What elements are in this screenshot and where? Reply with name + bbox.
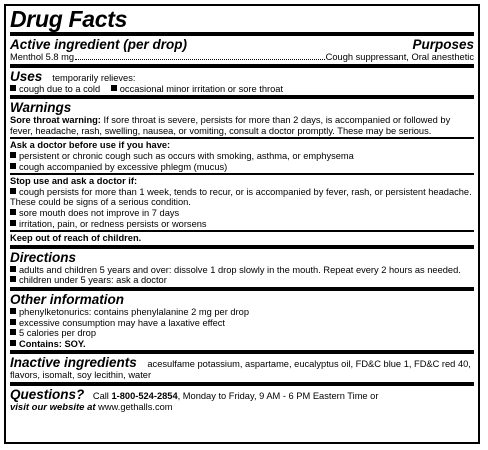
bullet-square-icon [10, 152, 16, 158]
other-information-heading: Other information [10, 291, 124, 307]
ask-doctor-heading: Ask a doctor before use if you have: [10, 140, 171, 151]
list-item: sore mouth does not improve in 7 days [10, 208, 474, 219]
phone-number: 1-800-524-2854 [111, 390, 178, 401]
list-item: 5 calories per drop [10, 328, 474, 339]
bullet-square-icon [10, 163, 16, 169]
list-item: cough persists for more than 1 week, tends to recur, or is accompanied by fever, rash, or persistent headache. These could be signs of a serious condition. [10, 186, 472, 208]
directions-section [10, 249, 474, 287]
uses-item: cough due to a cold [10, 84, 100, 94]
bullet-square-icon [10, 329, 16, 335]
questions-hours: , Monday to Friday, 9 AM - 6 PM Eastern Time or [177, 390, 379, 401]
inactive-ingredients-heading: Inactive ingredients [10, 355, 137, 371]
active-ingredient-section [10, 36, 474, 64]
list-item: children under 5 years: ask a doctor [10, 275, 474, 286]
questions-section [10, 386, 474, 415]
keep-out-text: Keep out of reach of children. [10, 233, 142, 244]
uses-intro: temporarily relieves: [52, 72, 136, 83]
bullet-square-icon [10, 209, 16, 215]
drug-facts-title: Drug Facts [10, 6, 128, 32]
uses-item: occasional minor irritation or sore throat [111, 84, 283, 94]
directions-heading: Directions [10, 249, 77, 265]
bullet-square-icon [10, 276, 16, 282]
bullet-square-icon [10, 188, 16, 194]
active-ingredient-name: Menthol 5.8 mg [10, 52, 75, 62]
visit-website-label: visit our website at [10, 401, 96, 413]
list-item: irritation, pain, or redness persists or worsens [10, 219, 474, 230]
active-ingredient-heading: Active ingredient (per drop) [10, 37, 188, 52]
keep-out-section [10, 232, 474, 245]
bullet-square-icon [10, 340, 16, 346]
list-item: excessive consumption may have a laxative effect [10, 318, 474, 329]
bullet-square-icon [10, 220, 16, 226]
active-ingredient-purpose: Cough suppressant, Oral anesthetic [325, 52, 474, 62]
inactive-ingredients-text: acesulfame potassium, aspartame, eucalyptus oil, FD&C blue 1, FD&C red 40, flavors, isomalt, soy lecithin, water [10, 359, 471, 381]
list-item: phenylketonurics: contains phenylalanine 2 mg per drop [10, 307, 474, 318]
ask-doctor-section [10, 139, 474, 173]
uses-section [10, 68, 474, 96]
bullet-square-icon [111, 85, 117, 91]
drug-facts-panel [4, 4, 480, 444]
list-item: cough accompanied by excessive phlegm (mucus) [10, 162, 474, 173]
list-item: persistent or chronic cough such as occurs with smoking, asthma, or emphysema [10, 151, 474, 162]
stop-use-section [10, 175, 474, 230]
other-information-section [10, 291, 474, 350]
dot-leader [75, 59, 325, 60]
sore-throat-text: If sore throat is severe, persists for more than 2 days, is accompanied or followed by fever, headache, rash, swelling, nausea, or vomiting, consult a doctor promptly. These may be serious. [10, 115, 451, 136]
bullet-square-icon [10, 319, 16, 325]
website-link: www.gethalls.com [98, 401, 173, 412]
uses-heading: Uses [10, 68, 43, 84]
inactive-ingredients-section [10, 354, 474, 382]
list-item: Contains: SOY. [10, 339, 474, 350]
sore-throat-label: Sore throat warning: [10, 115, 101, 126]
list-item: adults and children 5 years and over: dissolve 1 drop slowly in the mouth. Repeat every 2 hours as needed. [10, 265, 474, 276]
questions-heading: Questions? [10, 386, 85, 402]
questions-call: Call [92, 390, 109, 401]
warnings-heading: Warnings [10, 100, 72, 116]
bullet-square-icon [10, 308, 16, 314]
sore-throat-warning [10, 115, 474, 136]
stop-use-heading: Stop use and ask a doctor if: [10, 176, 138, 187]
warnings-section [10, 99, 474, 137]
bullet-square-icon [10, 266, 16, 272]
purposes-heading: Purposes [412, 37, 474, 52]
bullet-square-icon [10, 85, 16, 91]
